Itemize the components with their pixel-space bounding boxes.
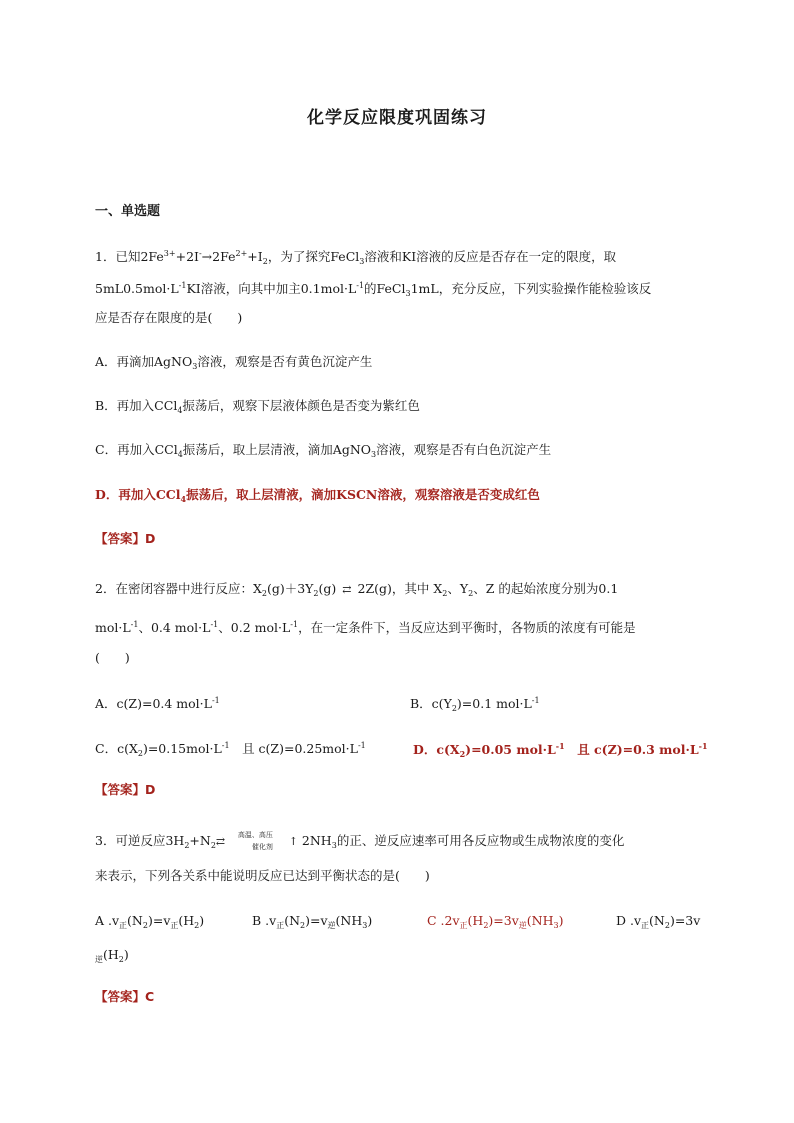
q1-stem-line1: 1．已知$2Fe^{3+}+2I^-\to 2Fe^{2+}+I_2$，为了探究FeCl$_3$溶液和KI溶液的反应是否存在一定的限度，取 xyxy=(95,249,617,266)
q1-option-d: D．再加入CCl$_4$振荡后，取上层清液，滴加KSCN溶液，观察溶液是否变成红色 xyxy=(95,487,540,504)
q2-option-b: B．$c(Y_2)=0.1$ $mol\cdot L^{-1}$ xyxy=(410,696,540,713)
q2-stem-line2: $mol\cdot L^{-1}$、0.4 $mol\cdot L^{-1}$、0.2 $mol\cdot L^{-1}$，在一定条件下，当反应达到平衡时，各物质的浓度有可能是 xyxy=(95,620,636,635)
q3-answer: 【答案】C xyxy=(95,989,155,1004)
q3-stem-line1: 3．可逆反应$3H_2+N_2$ ⇄ 高温、高压 催化剂 ↑ $2NH_3$的正、逆反应速率可用各反应物或生成物浓度的变化 xyxy=(95,830,625,851)
q1-option-c: C．再加入CCl$_4$振荡后，取上层清液，滴加AgNO$_3$溶液，观察是否有白色沉淀产生 xyxy=(95,442,552,459)
q1-stem-line3: 应是否存在限度的是( ) xyxy=(95,310,243,325)
q3-option-a: A $.v_正(N_2)=v_正(H_2)$ xyxy=(95,913,205,930)
q2-option-a: A．c(Z)=0.4 $mol\cdot L^{-1}$ xyxy=(95,696,220,711)
q2-answer: 【答案】D xyxy=(95,782,156,797)
equilibrium-arrow-icon: ⇄ xyxy=(215,834,226,848)
q3-stem-line2: 来表示，下列各关系中能说明反应已达到平衡状态的是( ) xyxy=(95,868,430,883)
q2-option-c: C．$c(X_2)=0.15mol\cdot L^{-1}$ 且 $c(Z)=0.25mol\cdot L^{-1}$ xyxy=(95,741,366,758)
arrow-up-icon: ↑ xyxy=(288,834,298,848)
q3-option-d: D $.v_正(N_2)=3v$ xyxy=(616,913,701,930)
q2-option-d: D．$c(X_2)=0.05$ $mol\cdot L^{-1}$ 且 c(Z)=0.3 $mol\cdot L^{-1}$ xyxy=(413,741,708,759)
section-heading: 一、单选题 xyxy=(95,204,161,219)
q1-option-a: A．再滴加AgNO$_3$溶液，观察是否有黄色沉淀产生 xyxy=(95,354,373,371)
equilibrium-arrow-with-conditions: ⇄ 高温、高压 催化剂 ↑ xyxy=(215,830,298,851)
q2-stem-line3: ( ) xyxy=(95,650,130,665)
q3-option-d-continued: $_逆(H_2)$ xyxy=(95,947,129,964)
q1-option-b: B．再加入CCl$_4$振荡后，观察下层液体颜色是否变为紫红色 xyxy=(95,398,420,415)
q2-stem-line1: 2．在密闭容器中进行反应：$X_2(g)+3Y_2(g)$ ⇄ 2Z(g)，其中 $X_2$、$Y_2$、Z 的起始浓度分别为0.1 xyxy=(95,581,619,598)
q3-option-b: B $.v_正(N_2)=v_逆(NH_3)$ xyxy=(252,913,373,930)
equilibrium-arrow-icon: ⇄ xyxy=(342,583,352,596)
q3-option-c: C $.2v_正(H_2)=3v_逆(NH_3)$ xyxy=(427,913,564,930)
q1-answer: 【答案】D xyxy=(95,531,156,546)
document-title: 化学反应限度巩固练习 xyxy=(307,108,487,128)
q1-stem-line2: $5mL0.5mol\cdot L^{-1}KI$溶液，向其中加主$0.1mol\cdot L^{-1}$的FeCl$_3$1mL，充分反应，下列实验操作能检验该反 xyxy=(95,281,652,298)
